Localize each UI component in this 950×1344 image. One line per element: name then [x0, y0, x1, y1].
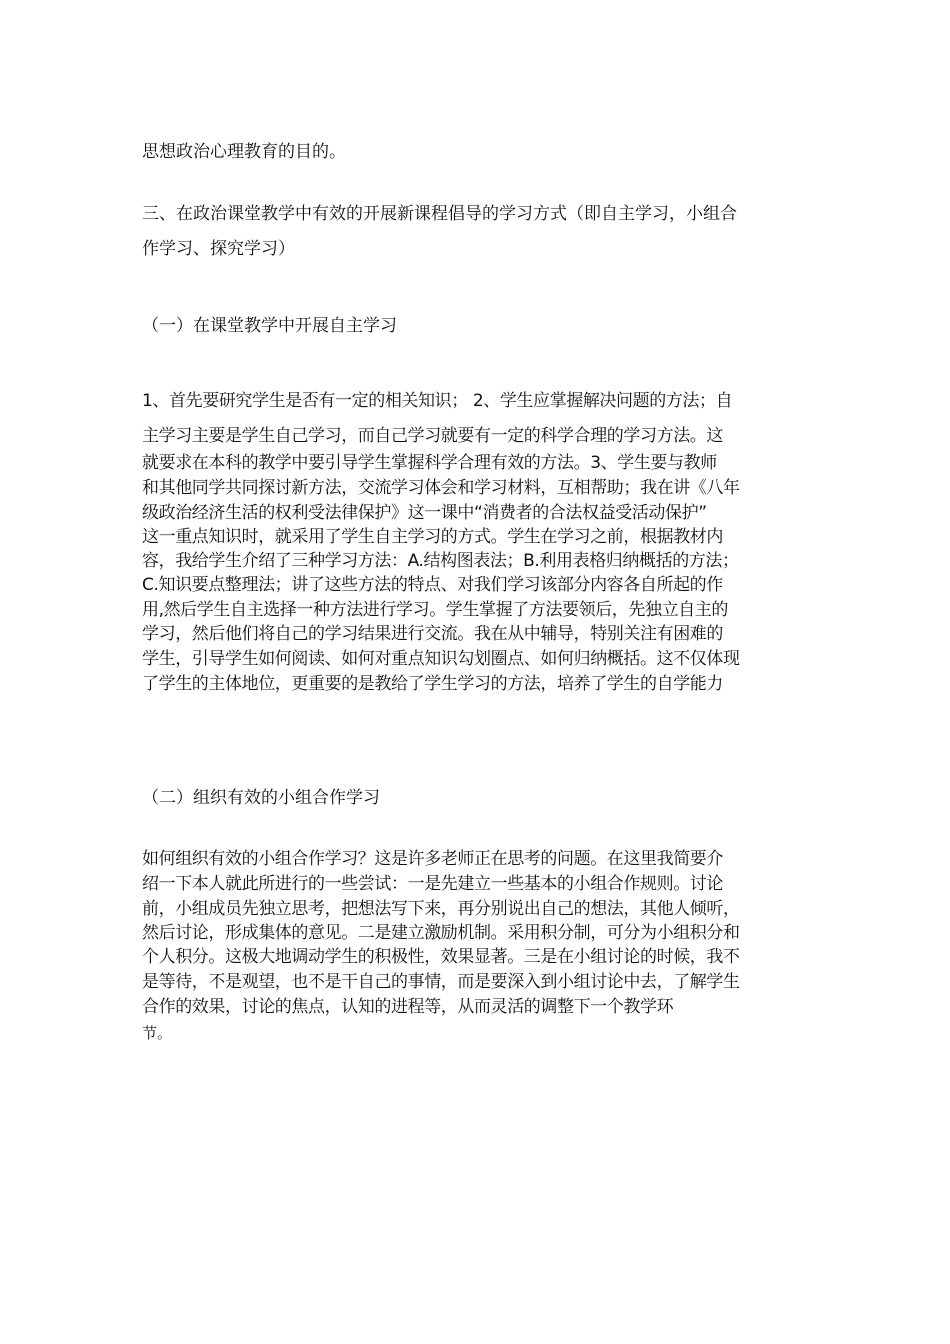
paragraph-2-line: 绍一下本人就此所进行的一些尝试：一是先建立一些基本的小组合作规则。讨论 [142, 874, 723, 894]
paragraph-2-line: 合作的效果，讨论的焦点，认知的进程等，从而灵活的调整下一个教学环 [142, 997, 674, 1017]
paragraph-1-line: 级政治经济生活的权利受法律保护》这一课中“消费者的合法权益受活动保护” [142, 503, 707, 523]
subsection-2-title: （二）组织有效的小组合作学习 [142, 788, 380, 808]
paragraph-2-line: 前，小组成员先独立思考，把想法写下来，再分别说出自己的想法，其他人倾听， [142, 899, 740, 919]
paragraph-1-line: 和其他同学共同探讨新方法，交流学习体会和学习材料，互相帮助；我在讲《八年 [142, 478, 740, 498]
paragraph-1-line: 就要求在本科的教学中要引导学生掌握科学合理有效的方法。3、学生要与教师 [142, 453, 717, 473]
paragraph-1-line: 1、首先要研究学生是否有一定的相关知识； 2、学生应掌握解决问题的方法；自 [142, 391, 733, 411]
paragraph-1-line: 学习，然后他们将自己的学习结果进行交流。我在从中辅导，特别关注有困难的 [142, 624, 723, 644]
paragraph-1-line: 用,然后学生自主选择一种方法进行学习。学生掌握了方法要领后，先独立自主的 [142, 600, 729, 620]
paragraph-1-line: C.知识要点整理法；讲了这些方法的特点、对我们学习该部分内容各自所起的作 [142, 575, 723, 595]
paragraph-2-line: 个人积分。这极大地调动学生的积极性，效果显著。三是在小组讨论的时候，我不 [142, 947, 740, 967]
paragraph-1-line: 了学生的主体地位，更重要的是教给了学生学习的方法，培养了学生的自学能力 [142, 674, 723, 694]
paragraph-1-line: 这一重点知识时，就采用了学生自主学习的方式。学生在学习之前，根据教材内 [142, 527, 723, 547]
paragraph-1-line: 学生，引导学生如何阅读、如何对重点知识勾划圈点、如何归纳概括。这不仅体现 [142, 649, 740, 669]
section-3-title-line-1: 三、在政治课堂教学中有效的开展新课程倡导的学习方式（即自主学习，小组合 [142, 204, 737, 224]
paragraph-2-last-line: 节。 [142, 1024, 173, 1042]
paragraph-1-line: 容，我给学生介绍了三种学习方法：A.结构图表法；B.利用表格归纳概括的方法； [142, 551, 739, 571]
paragraph-2-line: 然后讨论，形成集体的意见。二是建立激励机制。采用积分制，可分为小组积分和 [142, 923, 740, 943]
section-3-title-line-2: 作学习、探究学习） [142, 239, 295, 259]
subsection-1-title: （一）在课堂教学中开展自主学习 [142, 316, 397, 336]
intro-tail-text: 思想政治心理教育的目的。 [142, 142, 346, 162]
paragraph-1-line: 主学习主要是学生自己学习，而自己学习就要有一定的科学合理的学习方法。这 [142, 426, 723, 446]
paragraph-2-line: 如何组织有效的小组合作学习？这是许多老师正在思考的问题。在这里我简要介 [142, 849, 723, 869]
paragraph-2-line: 是等待，不是观望，也不是干自己的事情，而是要深入到小组讨论中去，了解学生 [142, 972, 740, 992]
